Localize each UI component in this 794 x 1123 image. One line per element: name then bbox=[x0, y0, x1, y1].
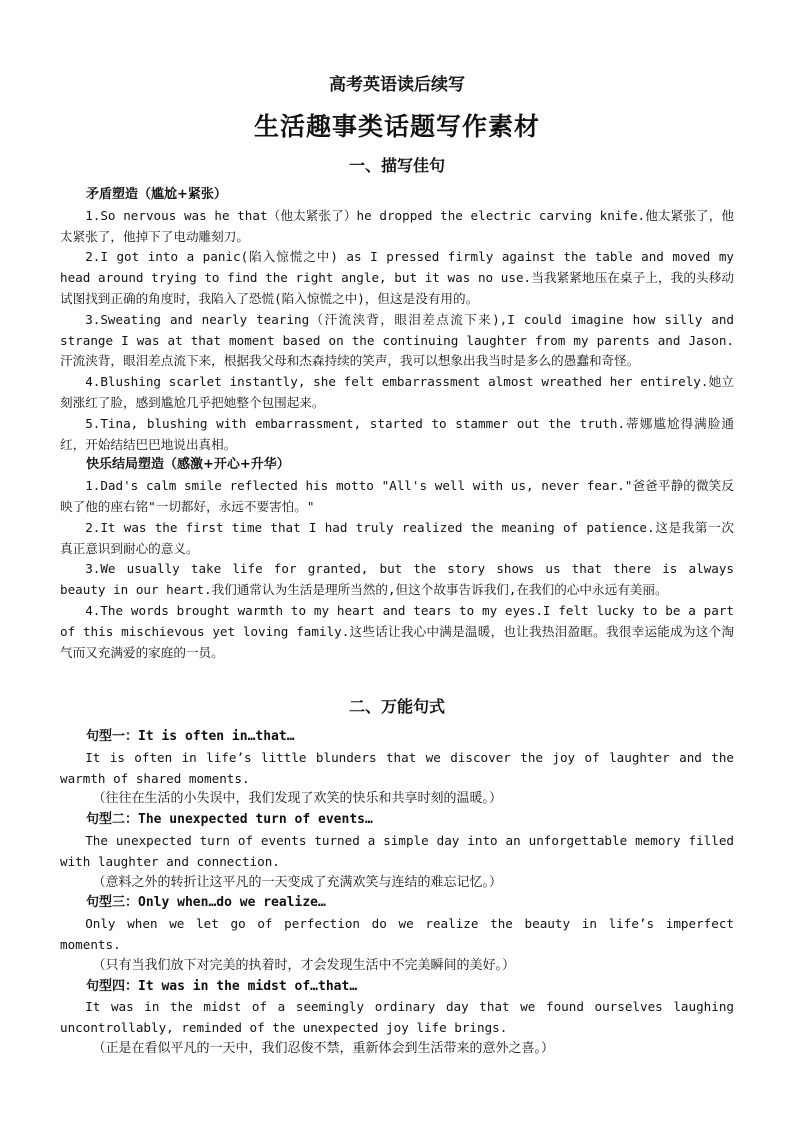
sentence-item: 2.It was the first time that I had truly realized the meaning of patience.这是我第一次真正意识到耐心的意义。 bbox=[60, 519, 734, 556]
sentence-item: 4.Blushing scarlet instantly, she felt embarrassment almost wreathed her entirely.她立刻涨红了脸，感到尴尬几乎把她整个包围起来。 bbox=[60, 374, 734, 410]
sentence-item: 3.We usually take life for granted, but the story shows us that there is always beauty in our heart.我们通常认为生活是理所当然的,但这个故事告诉我们,在我们的心中永远有美丽。 bbox=[60, 561, 734, 598]
section1-body bbox=[60, 185, 734, 663]
pattern-title: 句型四：It was in the midst of…that… bbox=[86, 978, 358, 994]
group1-title: 矛盾塑造（尴尬+紧张） bbox=[86, 187, 227, 202]
sentence-item: 5.Tina, blushing with embarrassment, started to stammer out the truth.蒂娜尴尬得满脸通红，开始结结巴巴地说出真相。 bbox=[60, 415, 734, 452]
pattern-sentence: The unexpected turn of events turned a simple day into an unforgettable memory filled with laughter and connection. bbox=[60, 832, 734, 869]
document-subtitle: 高考英语读后续写 bbox=[329, 75, 465, 95]
sentence-item: 1.So nervous was he that（他太紧张了）he dropped the electric carving knife.他太紧张了，他太紧张了，他掉下了电动雕刻刀。 bbox=[60, 207, 734, 244]
pattern-translation: （往往在生活的小失误中，我们发现了欢笑的快乐和共享时刻的温暖。） bbox=[92, 791, 503, 807]
pattern-translation: （正是在看似平凡的一天中，我们忍俊不禁，重新体会到生活带来的意外之喜。） bbox=[92, 1040, 555, 1056]
sentence-item: 1.Dad's calm smile reflected his motto "All's well with us, never fear."爸爸平静的微笑反映了他的座右铭"一切都好，永远不要害怕。" bbox=[60, 478, 734, 514]
group2-title: 快乐结局塑造（感激+开心+升华） bbox=[86, 457, 290, 473]
section2-body bbox=[60, 727, 734, 1060]
pattern-sentence: Only when we let go of perfection do we realize the beauty in life’s imperfect moments. bbox=[60, 916, 734, 952]
pattern-translation: （意料之外的转折让这平凡的一天变成了充满欢笑与连结的难忘记忆。） bbox=[92, 874, 503, 890]
section2-heading: 二、万能句式 bbox=[348, 697, 445, 716]
pattern-sentence: It was in the midst of a seemingly ordinary day that we found ourselves laughing uncontrollably, reminded of the unexpected joy life brings. bbox=[60, 999, 734, 1036]
sentence-item: 3.Sweating and nearly tearing（汗流浃背，眼泪差点流下来),I could imagine how silly and strange I was at that moment based on the continuing laughter from my parents and Jason.汗流浃背，眼泪差点流下来，根据我父母和杰森持续的笑声，我可以想象出我当时是多么的愚蠢和奇怪。 bbox=[60, 311, 734, 369]
pattern-title: 句型二：The unexpected turn of events… bbox=[86, 812, 373, 828]
document-title: 生活趣事类话题写作素材 bbox=[253, 112, 540, 141]
pattern-translation: （只有当我们放下对完美的执着时，才会发现生活中不完美瞬间的美好。） bbox=[92, 957, 516, 973]
pattern-title: 句型一：It is often in…that… bbox=[86, 729, 295, 744]
pattern-title: 句型三：Only when…do we realize… bbox=[86, 895, 326, 911]
section1-heading: 一、描写佳句 bbox=[348, 156, 445, 175]
sentence-item: 2.I got into a panic(陷入惊慌之中) as I pressed firmly against the table and moved my head around trying to find the right angle, but it was no use.当我紧紧地压在桌子上，我的头移动试图找到正确的角度时，我陷入了恐慌(陷入惊慌之中)，但这是没有用的。 bbox=[60, 249, 734, 306]
pattern-sentence: It is often in life’s little blunders that we discover the joy of laughter and the warmth of shared moments. bbox=[60, 749, 734, 786]
sentence-item: 4.The words brought warmth to my heart and tears to my eyes.I felt lucky to be a part of this mischievous yet loving family.这些话让我心中满是温暖，也让我热泪盈眶。我很幸运能成为这个淘气而又充满爱的家庭的一员。 bbox=[60, 602, 734, 660]
